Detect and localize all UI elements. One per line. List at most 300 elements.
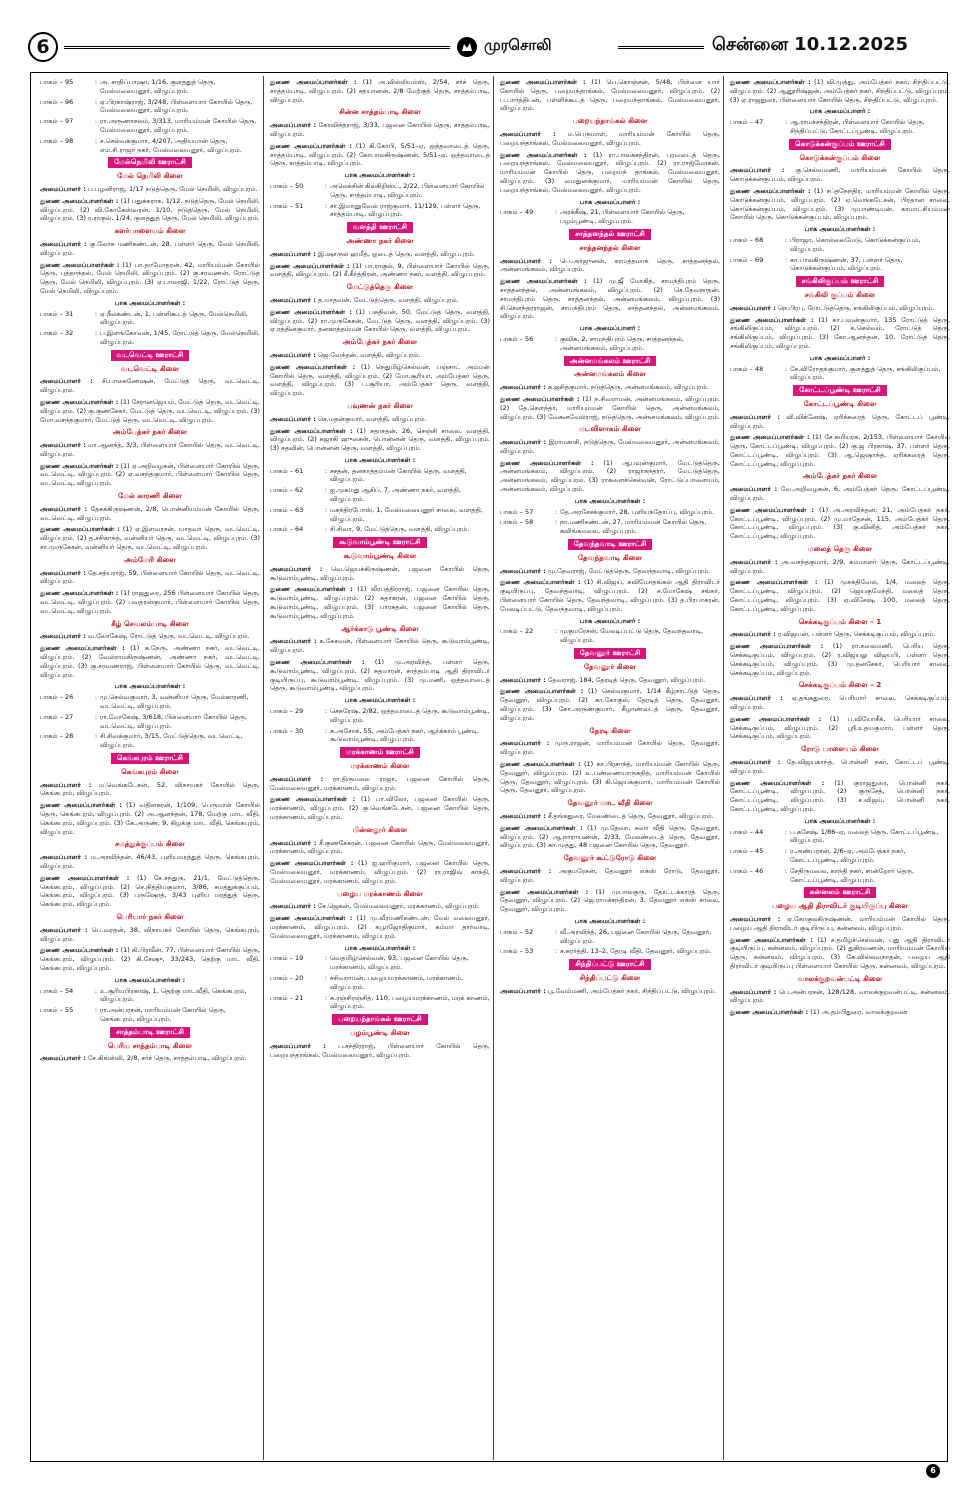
organiser-details: தே.சத்யராஜ், 59, பிள்ளையார் கோயில் தெரு, வடவெட்டி, விழுப்புரம். <box>40 568 260 586</box>
organiser-details: (1) மு.தேவா, சுவர் வீதி தெரு, தேவனூர், விழுப்புரம். (2) ஆ.நாராயணன், 2/33, மேலண்டைத் தெரு, தேவனூர், விழுப்புரம். (3) கா.முத்து, 48 பஜனை கோயில் தெரு, தேவனூர். <box>500 823 720 850</box>
booth-organiser: சசிவராமன், பழையமரக்காணம், மரக்காணம், விழுப்புரம். <box>330 973 463 991</box>
section-label: பாக அமைப்பாளர்கள் : <box>344 943 416 952</box>
heading-text: கூடுவாம்பூண்டி கிளை <box>343 551 417 561</box>
organiser-paragraph <box>500 257 720 275</box>
booth-entry <box>730 867 950 885</box>
organiser-paragraph <box>730 304 950 313</box>
role-label: துணை அமைப்பாளர்கள் : <box>730 778 825 787</box>
role-label: துணை அமைப்பாளர்கள் : <box>270 585 353 594</box>
booth-organiser: ரா.அன்பரசன், மாரியம்மன் கோயில் தெரு, கெங்கபுரம், விழுப்புரம். <box>100 1006 226 1023</box>
role-label: அமைப்பாளர் : <box>500 675 546 684</box>
section-label: பாக அமைப்பாளர்கள் : <box>344 171 416 180</box>
role-label: துணை அமைப்பாளர்கள் : <box>730 714 822 723</box>
colon-separator: : <box>324 954 328 963</box>
organiser-details: சி.பாலகணேஷன், மேட்டுத் தெரு, வடவெட்டி, விழுப்புரம். <box>40 377 260 395</box>
role-label: அமைப்பாளர் : <box>270 838 317 847</box>
role-label: துணை அமைப்பாளர்கள் : <box>730 1008 809 1017</box>
organiser-paragraph <box>40 926 260 944</box>
heading-text: தேவனூர் ஊராட்சி <box>574 648 647 659</box>
heading-text: சமத்துக்குப்பம் கிளை <box>115 839 185 849</box>
role-label: துணை அமைப்பாளர்கள் : <box>730 433 810 442</box>
branch-heading <box>40 226 260 237</box>
booth-number: பாகம் – 44 <box>730 827 764 836</box>
organiser-details: (1) சி.விஜய், சுவிமோதங்கல் ஆதி திராவிடர் குடியிருப்பு, தேவந்தவாடி, விழுப்புரம். (2) ச.மோகேஷ் சங்கர், பிள்ளையார் கோயில் தெரு, தேவந்தவாடி, விழுப்புரம். (3) த.பிரபாகரன், மேலடிப்பட்டு, தேவந்தவாடி, விழுப்புரம். <box>500 578 720 613</box>
booth-entry <box>730 365 950 383</box>
colon-separator: : <box>94 117 98 126</box>
organiser-paragraph <box>730 630 950 639</box>
organiser-details: நெ.பிரபு, ரோட்டுத்தெரு, சங்கிலிகுப்பம், விழுப்புரம். <box>777 303 935 312</box>
organiser-details: ஏ.கோகுலகிருஷ்ணன், மாரியம்மன் கோயில் தெரு, பழைய ஆதி திராவிடர் குடியிருப்பு, கன்னலம், விழுப்புரம். <box>730 914 950 932</box>
organiser-paragraph <box>270 1042 490 1060</box>
organiser-details: ம.பெருமாள், மாரியம்மன் கோயில் தெரு, பறையந்தாங்கல், மேல்மலையனூர், விழுப்புரம். <box>500 129 720 147</box>
organiser-details: (1) ரா.கலைமணி, பெரிய தெரு, செக்கடிகுப்பம், விழுப்புரம். (2) ர.விஜயலு விஜயபி, பள்ளர் தெரு, செக்கடிகுப்பம், விழுப்புரம். (3) மு.தனசேகர், பெரியார் சாலை, செக்கடிகுப்பம், விழுப்புரம். <box>730 642 950 677</box>
heading-text: பழைய மரக்காணம் கிளை <box>337 888 423 898</box>
booth-number: பாகம் – 55 <box>40 1006 74 1015</box>
organiser-paragraph <box>730 642 950 677</box>
booth-organiser: அ. சாதிப்பாஷா, 1/16, குளத்துத் தெரு, மேல்மலையனூர், விழுப்புரம். <box>100 78 216 95</box>
organiser-details: வெ.ஜெயக்கிருஷ்ணன், பஜனை கோயில் தெரு, கூடுவாம்பூண்டி, விழுப்புரம். <box>270 564 490 582</box>
panchayat-heading <box>500 648 720 659</box>
organiser-paragraph <box>40 462 260 488</box>
column-divider <box>723 76 724 1460</box>
branch-heading <box>500 853 720 864</box>
organiser-details: (1) வதிளகரன், 1/109, பெருமாள் கோயில் தெரு, கெங்கபுரம், விழுப்புரம். (2) அ.ஆனந்தன், 178, மேற்கு மாட வீதி, கெங்கபுரம், விழுப்புரம். (3) கே.அருண், 9, கிழக்கு மாட வீதி, கெங்கபுரம், விழுப்புரம். <box>40 801 260 836</box>
colon-separator: : <box>784 866 788 875</box>
section-label: பாக அமைப்பாளர்கள் : <box>574 496 646 505</box>
role-label: அமைப்பாளர் : <box>40 568 86 577</box>
organiser-paragraph <box>270 859 490 885</box>
organiser-details: வி.விக்னேஷ், ஏரிக்கரைத் தெரு, கோட்டப் பூண்டி, விழுப்புரம். <box>730 412 950 430</box>
heading-text: அன்னமங்கலம் ஊராட்சி <box>564 356 657 367</box>
organiser-paragraph <box>500 459 720 494</box>
organiser-details: ஜெ.வேந்தன், வளத்தி, விழுப்புரம். <box>317 350 421 359</box>
booth-organiser: ச.செல்வக்குமார், 4/207, அதியமான் தெரு, எம்.சி.ராஜா நகர், மேல்மலையனூர், விழுப்புரம். <box>100 136 242 154</box>
booth-entry <box>270 994 490 1012</box>
booth-number: பாகம் – 22 <box>500 627 534 636</box>
colon-separator: : <box>94 712 98 721</box>
panchayat-heading <box>500 229 720 240</box>
booth-organiser: சு.ரஞ்சிரஞ்சித், 110, பழையமரக்காணம், மரக் காணம், விழுப்புரம். <box>330 993 490 1011</box>
organiser-details: தே.விஜயகாந்த், பொன்னி நகர், கோட்டப் பூண்டி, விழுப்புரம். <box>730 758 950 775</box>
heading-text: அம்பேத்கர் நகர் கிளை <box>802 471 878 481</box>
colon-separator: : <box>324 726 328 735</box>
heading-text: கொடுக்கன்குப்பம் ஊராட்சி <box>789 139 891 150</box>
branch-heading <box>730 974 950 985</box>
organiser-paragraph <box>500 438 720 456</box>
organiser-details: (1) ஏ.இளவரசன், யாதவர் தெரு, வடவெட்டி, விழுப்புரம். (2) த.சசிகாந்த், வன்னியர் தெரு, வடவெட்டி, விழுப்புரம். (3) சா.முருகேசன், வன்னியர் தெரு, வடவெட்டி, விழுப்புரம். <box>40 525 260 552</box>
organiser-details: (1) முசக்திவேல், 1/4, மலைத் தெரு, கோட்டப்பூண்டி, விழுப்புரம். (2) ஜெயகுமேந்தி, மலைத் தெரு, கோட்டப்பூண்டி, விழுப்புரம். (3) ஏ.விசேஷ், 100, மலைத் தெரு, கோட்டப்பூண்டி, விழுப்புரம். <box>730 578 950 613</box>
section-label: பாக அமைப்பாளர் : <box>809 353 871 362</box>
role-label: அமைப்பாளர் : <box>40 239 87 248</box>
organiser-paragraph <box>730 988 950 1006</box>
organiser-details: (1) மு.அரவிந்த், பள்ளர் தெரு, கூடுவாம்பூண்டி, விழுப்புரம். (2) சுதமாரன், சாத்தம்பாடி ஆதி திராவிடர் குடியிருப்பு, கூடுவாம்பூண்டி, விழுப்புரம். (3) மு.மணி, ஒத்தவாடைத் தெரு, கூடுவாம்பூண்டி, விழுப்புரம். <box>270 658 490 693</box>
role-label: அமைப்பாளர் : <box>730 987 777 996</box>
organiser-paragraph <box>730 779 950 814</box>
role-label: அமைப்பாளர் : <box>270 1041 326 1050</box>
role-label: துணை அமைப்பாளர்கள் : <box>500 887 589 896</box>
colon-separator: : <box>324 973 328 982</box>
panchayat-heading <box>500 959 720 970</box>
role-label: துணை அமைப்பாளர்கள் : <box>500 760 581 768</box>
organiser-details: (1) வி.முத்து, அம்பேத்கர் நகர், சிந்திப்பட்டு, விழுப்புரம். (2) ஆனூரிஷ்ஜன், அம்பேத்கர் நகர், சிந்திப்பட்டு, விழுப்புரம். (3) ஏ.ராஜதுரை, பிள்ளையார் கோயில் தெரு, சிந்திப்பட்டு, விழுப்புரம். <box>730 78 950 104</box>
organiser-paragraph <box>40 240 260 258</box>
newspaper-name: முரசொலி <box>484 36 552 54</box>
heading-text: தேவனூர் கூட்டுரோடு கிளை <box>563 853 657 863</box>
branch-heading <box>270 1028 490 1039</box>
panchayat-heading <box>730 139 950 150</box>
organiser-details: மா.ஆனந்த், 3/3, பிள்ளையார் கோயில் தெரு, வடவெட்டி, விழுப்புரம். <box>40 441 260 458</box>
booth-organiser: சி.சிவா, 9, மேட்டுத்தெரு, வளத்தி, விழுப்புரம். <box>330 525 470 534</box>
branch-heading <box>270 889 490 900</box>
organiser-paragraph <box>40 441 260 459</box>
heading-text: பெரிய சாத்தம்பாடி கிளை <box>107 1040 193 1050</box>
booth-number: பாகம் – 62 <box>270 486 304 495</box>
branch-heading <box>500 243 720 254</box>
organiser-details: வ.லோகேஷ், ரோட்டுத் தெரு, வடவெட்டி, விழுப்புரம். <box>87 632 250 641</box>
organiser-details: (1) ஐ.ஹரிகுமார், பஜனை கோயில் தெரு, மேல்மலையனூர், மரக்காணம், விழுப்புரம். (2) ரா.ராஜிவ் காந்தி, மேல்மலையனூர், மரக்காணம், விழுப்புரம். <box>270 859 490 885</box>
branch-heading <box>500 553 720 564</box>
role-label: துணை அமைப்பாளர்கள் : <box>500 78 586 86</box>
heading-text: கெங்கபுரம் ஊராட்சி <box>111 753 189 764</box>
organiser-details: (1) முபாலகுரு, தோட்டக்காரத் தெரு, தேவனூர், விழுப்புரம். (2) ஜெ.ராமச்சந்திரன், 3, தேவனூர் எக்ஸ் சாலை, தேவனூர், விழுப்புரம். <box>500 887 720 914</box>
booth-number: பாகம் – 49 <box>500 208 534 217</box>
role-label: அமைப்பாளர் : <box>270 564 323 573</box>
organiser-details: இ.ஷாருல் ஹமீத், ஓடைத் தெரு, வளத்தி, விழுப்புரம். <box>317 249 475 258</box>
masthead-rule-right <box>618 46 704 49</box>
organiser-details: பெ.அர்ஜுனன், காமத்தமாக தெரு, சாத்தனந்தல், அன்னமங்கலம், விழுப்புரம். <box>500 256 720 274</box>
booth-entry <box>500 335 720 353</box>
booth-number: பாகம் – 48 <box>730 364 764 373</box>
heading-text: வடவெட்டி ஊராட்சி <box>111 350 190 361</box>
section-label: பாக அமைப்பாளர்கள் : <box>804 816 876 825</box>
booth-number: பாகம் – 69 <box>730 255 764 264</box>
booth-entry <box>270 954 490 972</box>
heading-text: தேவனூர் மாட வீதி கிளை <box>567 798 653 808</box>
role-label: அமைப்பாளர் : <box>270 414 316 423</box>
role-label: அமைப்பாளர் : <box>500 566 546 575</box>
booth-number: பாகம் – 97 <box>40 117 74 126</box>
booth-number: பாகம் – 46 <box>730 866 764 875</box>
heading-text: களர்பாளையம் கிளை <box>114 226 186 236</box>
organiser-details: (1) குராஜதுரை, பொன்னி நகர், கோட்டப்பூண்டி, விழுப்புரம். (2) குருசேத், பொன்னி நகர், கோட்டப்பூண்டி, விழுப்புரம். (3) ச.விஜய், பொன்னி நகர், கோட்டப்பூண்டி, விழுப்புரம். <box>730 778 950 813</box>
organiser-details: ப.பழனிராஜ், 1/17 நடுத்தெரு, மேல் நெமிலி, விழுப்புரம். <box>87 184 258 193</box>
role-label: அமைப்பாளர் : <box>500 811 546 820</box>
booth-entry <box>500 947 720 956</box>
organiser-details: அ.வசந்தகுமார், 2/9, கம்மாளர் தெரு, கோட்டப்பூண்டி, விழுப்புரம். <box>730 557 950 575</box>
organiser-paragraph <box>40 197 260 223</box>
organiser-paragraph <box>270 585 490 620</box>
organiser-details: (1) நெதுமிழ்செல்வன், பஞ்சாட் அம்மன் கோயில் தெரு, வளத்தி, விழுப்புரம். (2) மோ.சூரியா, அம்பேத்கர் தெரு, வளத்தி, விழுப்புரம். (3) ப.சூரியா, அம்பேத்கர் தெரு, வளத்தி, விழுப்புரம். <box>270 362 490 398</box>
organiser-paragraph <box>730 915 950 933</box>
booth-organiser: ச.சுரர்த்தி, 13–2, தேரடி வீதி, தேவனூர், விழுப்புரம். <box>560 947 712 956</box>
booth-organiser: வெதமிழ்செல்வன், 93, பஜனை கோயில் தெரு, மரக்காணம், விழுப்புரம். <box>330 954 469 972</box>
branch-heading <box>40 839 260 850</box>
heading-text: ரோடு பாளையம் கிளை <box>801 744 879 754</box>
organiser-paragraph <box>270 902 490 911</box>
role-label: அமைப்பாளர் : <box>730 914 781 923</box>
role-label: அமைப்பாளர் : <box>500 866 552 875</box>
role-label: துணை அமைப்பாளர்கள் : <box>730 642 824 651</box>
heading-text: ஆர்க்காடு பூண்டி கிளை <box>341 623 419 633</box>
organiser-paragraph <box>730 1008 950 1017</box>
organiser-details: பூ.வேம்மணி, அம்பேத்கர் நகர், சிந்திப்பட்டு, விழுப்புரம். <box>547 986 717 995</box>
branch-heading <box>730 744 950 755</box>
branch-heading <box>40 767 260 778</box>
booth-organiser: முகுமரேசன், மேலடிப்பட்டு தெரு, தேவந்தவாடி, விழுப்புரம். <box>560 627 704 645</box>
role-label: துணை அமைப்பாளர்கள் : <box>730 78 811 86</box>
newspaper-logo-icon <box>456 36 478 58</box>
booth-number: பாகம் – 96 <box>40 97 74 106</box>
booth-entry <box>40 693 260 711</box>
role-label: அமைப்பாளர் : <box>40 853 88 862</box>
masthead-rule-left <box>64 46 450 49</box>
role-label: துணை அமைப்பாளர்கள் : <box>40 397 119 406</box>
organiser-paragraph <box>730 187 950 222</box>
organiser-paragraph <box>730 485 950 503</box>
organiser-details: மு.தேவராஜ், மேட்டுத்தெரு, தேவந்தவாடி, விழுப்புரம். <box>547 566 711 575</box>
role-label: துணை அமைப்பாளர்கள் : <box>730 505 814 514</box>
booth-entry <box>270 182 490 200</box>
branch-heading <box>730 901 950 912</box>
organiser-details: (1) பெ.கொஞ்சன், 5/48, பிள்ளை யார் கோயில் தெரு, பறையந்தாங்கல், மேல்மலையனூர், விழுப்புரம். (2) ப.பார்த்திபன், பள்ளிக்கூடத் தெரு, பறையந்தாங்கல், மேல்மலையனூர், விழுப்புரம். <box>500 78 720 113</box>
organiser-details: ம.வெங்கடேசன், 52, விநாயகர் கோயில் தெரு, கெங்கபுரம், விழுப்புரம். <box>40 780 260 798</box>
booth-number: பாகம் – 58 <box>500 518 534 527</box>
booth-entry <box>40 1006 260 1024</box>
heading-text: பெரியார் நகர் கிளை <box>116 911 184 921</box>
panchayat-heading <box>270 222 490 233</box>
heading-text: மேல் நெமிலி கிளை <box>117 171 183 181</box>
booth-organiser: ஏ.பிரகாஷ்ராஜ், 3/248, பிள்ளையார் கோயில் தெரு, மேல்மலையனூர், விழுப்புரம். <box>100 97 253 115</box>
organiser-details: (1) அ.அரவிந்தன், 21, அம்பேத்கர் நகர், கோட்டப்பூண்டி, விழுப்புரம். (2) மு.மாதேசன், 115, அம்பேத்கர் தெரு, கோட்டப்பூண்டி, விழுப்புரம். (3) கு.வினித், அம்பேத்கர் நகர், கோட்டப்பூண்டி, விழுப்புரம். <box>730 505 950 541</box>
organiser-paragraph <box>40 261 260 296</box>
branch-heading <box>270 107 490 118</box>
heading-text: தேவனூர் கிளை <box>583 661 636 671</box>
booth-number: பாகம் – 64 <box>270 525 304 534</box>
role-label: துணை அமைப்பாளர்கள் : <box>270 658 365 667</box>
booth-organiser: ஏ.நீலகண்டன், 1, பள்ளிகூடத் தெரு, மேல்நெமிலி, விழுப்புரம். <box>100 309 248 327</box>
organiser-details: ர.விஜயன், பள்ளர் தெரு, செக்கடிகுப்பம், விழுப்புரம். <box>777 630 936 639</box>
branch-heading <box>730 617 950 628</box>
heading-text: கீழ் செவலம்பாடி கிளை <box>111 618 189 628</box>
organiser-details: (1) மு.ஜீ மோகித், சாமந்திபுரம் தெரு, சாத்தனந்தல், அன்னமங்கலம், விழுப்புரம். (2) செ.தேவநாதன், சாமந்திபுரம் தெரு, சாத்தனந்தல், அன்னமங்கலம், விழுப்புரம். (3) சி.செளந்தரராஜன், சாமந்திபுரம் தெரு, சாத்தனந்தல், அன்னமங்கலம், விழுப்புரம். <box>500 277 720 321</box>
organiser-paragraph <box>500 277 720 321</box>
organiser-paragraph <box>730 166 950 184</box>
role-label: அமைப்பாளர் : <box>500 256 552 265</box>
role-label: அமைப்பாளர் : <box>730 557 778 566</box>
organiser-paragraph <box>270 363 490 398</box>
role-label: அமைப்பாளர் : <box>500 383 546 392</box>
branch-heading <box>270 624 490 635</box>
organiser-paragraph <box>500 987 720 996</box>
colon-separator: : <box>324 486 328 495</box>
branch-heading <box>730 471 950 482</box>
heading-text: பவுணன் நகர் கிளை <box>347 400 413 410</box>
heading-text: சாத்தனந்தல் கிளை <box>579 242 641 252</box>
section-label: பாக அமைப்பாளர்கள் : <box>344 455 416 464</box>
organiser-details: கோவிந்தராஜ், 3/33, பஜனை கோயில் தெரு, சாத்தம்பாடி, விழுப்புரம். <box>270 121 490 138</box>
booth-number: பாகம் – 63 <box>270 505 304 514</box>
heading-text: மடவிளாகம் கிளை <box>579 424 641 434</box>
organiser-details: (1) செல்வகுமார், 1/14 கீழ்நாட்டுத் தெரு, தேவனூர், விழுப்புரம். (2) கா.கோகுல், தேரடித் தெரு, தேவனூர், விழுப்புரம். (3) கோ.அருண்குமார், கீழாண்டைத் தெரு, தேவனூர், விழுப்புரம். <box>500 687 720 722</box>
organiser-paragraph <box>270 914 490 940</box>
section-label: பாக அமைப்பாளர்கள் : <box>114 298 186 307</box>
role-label: துணை அமைப்பாளர்கள் : <box>270 78 357 86</box>
booth-number: பாகம் – 47 <box>730 118 764 127</box>
organiser-details: (1) ரா.பாலசுசந்திரன், புரவடைத் தெரு, பறையந்தாங்கல், மேல்மலையனூர், விழுப்புரம். (2) ரா.ராஜ்மோகன், மாரியம்மன் கோயில் தெரு, பறையந் தாங்கல், மேல்மலையனூர், விழுப்புரம். (3) மைதுனக்குமார், மாரியம்மன் கோயில் தெரு, பறையந்தாங்கல், மேல்மலையனூர், விழுப்புரம். <box>500 150 720 194</box>
organiser-details: (1) பா.தாமோதரன், 42, மாரியம்மன் கோயில் தெரு, புத்தாந்தல், மேல் நெமிலி, விழுப்புரம். (2) கு.சரவணன், ரோட்டுத் தெரு, மேல் நெமிலி, விழுப்புரம். (3) ஏ.பாலாஜி, 1/22, ரோட்டுத் தெரு, மேல் நெமிலி, விழுப்புரம். <box>40 260 260 295</box>
role-label: அமைப்பாளர் : <box>500 739 550 748</box>
role-label: துணை அமைப்பாளர்கள் : <box>500 277 587 286</box>
heading-text: கோட்டப்பூண்டி ஊராட்சி <box>793 385 887 396</box>
panchayat-heading <box>40 350 260 361</box>
colon-separator: : <box>324 525 328 534</box>
role-label: அமைப்பாளர் : <box>730 303 776 312</box>
organiser-paragraph <box>500 567 720 576</box>
role-label: அமைப்பாளர் : <box>730 412 780 421</box>
organiser-paragraph <box>500 130 720 148</box>
organiser-details: (1) சப்தநேந்திர, மாரியம்மன் கோயில் தெரு, கொடுக்கன்குப்பம், விழுப்புரம். (2) ஏ.வெங்கடேசன், பிரதான சாலை, கொடுக்கன்குப்பம், விழுப்புரம். (3) முபாண்டியன், காமாட்சியம்மன் கோயில் தெரு, கொடுக்கன்குப்பம், விழுப்புரம். <box>730 186 950 222</box>
organiser-details: ரா.திருமலை ராஜா, பஜனை கோயில் தெரு, மேல்மலையனூர், மரக்காணம், விழுப்புரம். <box>270 774 490 792</box>
branch-heading <box>730 399 950 410</box>
panchayat-heading <box>730 385 950 396</box>
organiser-paragraph <box>40 185 260 194</box>
booth-entry <box>40 117 260 135</box>
organiser-details: ப.சந்திரராஜ், பிள்ளையார் கோயில் தெரு, பறையந்தாங்கல், மேல்மலையனூர், விழுப்புரம். <box>270 1041 490 1059</box>
organiser-paragraph <box>270 658 490 693</box>
booth-entry <box>270 727 490 745</box>
organiser-paragraph <box>270 250 490 259</box>
branch-heading <box>270 236 490 247</box>
heading-text: தேரடி கிளை <box>589 725 631 735</box>
organiser-paragraph <box>40 569 260 587</box>
booth-entry <box>40 78 260 96</box>
role-label: துணை அமைப்பாளர்கள் : <box>730 935 813 944</box>
role-label: துணை அமைப்பாளர்கள் : <box>40 260 120 269</box>
organiser-details: (1) சே.சுமியரசு, 2/153, பிள்ளையார் கோயில் தெரு, கோட்டப்பூண்டி, விழுப்புரம். (2) கு.ஜ பிரகாஷ், 37, பள்ளர் தெரு, கோட்டப்பூண்டி, விழுப்புரம். (3) ஆ.ஜெஷாந்த், ஏரிக்கரைத் தெரு, கோட்டப்பூண்டி, விழுப்புரம். <box>730 433 950 468</box>
role-label: துணை அமைப்பாளர்கள் : <box>270 426 353 435</box>
organiser-paragraph <box>40 589 260 615</box>
role-label: அமைப்பாளர் : <box>270 249 316 258</box>
organiser-paragraph <box>270 565 490 583</box>
organiser-paragraph <box>270 296 490 305</box>
column-1 <box>40 78 260 1458</box>
organiser-paragraph <box>730 694 950 712</box>
organiser-details: செ.மதன்குமார், வளத்தி, விழுப்புரம். <box>317 414 427 423</box>
heading-text: மேல் காரணி கிளை <box>118 491 182 501</box>
booth-organiser: குவிக, 2, சாமந்திபுரம் தெரு, சாத்தனந்தல், அன்னமங்கலம், விழுப்புரம். <box>560 334 684 352</box>
booth-organiser: சி.சிவக்குமார், 3/15, மேட்டுத்தெரு, வடவெட்டி, விழுப்புரம். <box>100 732 243 750</box>
branch-heading <box>270 551 490 562</box>
organiser-details: (1) க.நேரு, அண்ணா நகர், வடவெட்டி, விழுப்புரம். (2) வேல்ராமகிருஷ்ணன், அண்ணா நகர், வடவெட்டி, விழுப்புரம். (3) கு.சரவணராஜ், பிள்ளையார் கோயில் தெரு, வடவெட்டி, விழுப்புரம். <box>40 644 260 679</box>
colon-separator: : <box>324 707 328 716</box>
organiser-paragraph <box>40 874 260 909</box>
organiser-paragraph <box>500 395 720 421</box>
organiser-details: (1) பசுதிவன், 50, மேட்டுத் தெரு, வளத்தி, விழுப்புரம். (2) ரா.முருகேசன், மேட்டுத் தெரு, வளத்தி, விழுப்புரம். (3) ஏ.ரத்தினகுமார், தனகாத்தம்மன் கோயில் தெரு, வளத்தி, விழுப்புரம். <box>270 307 490 334</box>
branch-heading <box>730 290 950 301</box>
booth-number: பாகம் – 19 <box>270 954 304 963</box>
organiser-paragraph <box>40 781 260 799</box>
booth-entry <box>730 828 950 846</box>
heading-text: செக்கடிகுப்பம் கிளை – 1 <box>798 616 882 626</box>
booth-entry <box>40 713 260 731</box>
heading-text: அன்னமங்கலம் கிளை <box>573 369 647 379</box>
booth-organiser: உ.சூரியபிரகாஷ், 1, தெற்கு மாடவீதி, கெங்கபுரம், விழுப்புரம். <box>100 986 247 1004</box>
booth-number: பாகம் – 26 <box>40 693 74 702</box>
branch-heading <box>40 1041 260 1052</box>
branch-heading <box>730 680 950 691</box>
colon-separator: : <box>94 78 98 86</box>
organiser-paragraph <box>730 758 950 776</box>
section-label: பாக அமைப்பாளர் : <box>579 197 641 206</box>
organiser-paragraph <box>500 383 720 392</box>
booth-organiser: கா.பாலகிருஷ்ணன், 37, பள்ளர் தெரு, கொடுக்கன்குப்பம், விழுப்புரம். <box>790 255 903 273</box>
booth-number: பாகம் – 54 <box>40 986 74 995</box>
organiser-details: சே.கிங்ஸ்லி, 2/8, சர்ச் தெரு, சாத்தம்பாடி, விழுப்புரம். <box>87 1054 247 1063</box>
organiser-details: (1) ந.சிவராமன், அன்னமங்கலம், விழுப்புரம். (2) தே.சௌந்தர், மாரியம்மன் கோயில் தெரு, அன்னமங்கலம், விழுப்புரம். (3) வேகனவேல்ராஜ், நடுத்தெரு, அன்னமங்கலம், விழுப்புரம். <box>500 394 720 421</box>
organiser-paragraph <box>500 867 720 885</box>
booth-organiser: ரா.மோகேஷ், 3/618, பிள்ளையார் கோயில் தெரு, வடவெட்டி, விழுப்புரம். <box>100 712 248 730</box>
colon-separator: : <box>94 1006 98 1015</box>
organiser-details: முரு.ராஜன், மாரியம்மன் கோயில் தெரு, தேவனூர், விழுப்புரம். <box>500 739 720 757</box>
organiser-details: (1) பா.ராகுல், 9, பிள்ளையார் கோயில் தெரு, வளத்தி, விழுப்புரம். (2) சீ.கீர்த்திரன், அண்ணா நகர், வளத்தி, விழுப்புரம். <box>270 261 490 279</box>
organiser-details: கு.லோக மணிகண்டன், 28, பள்ளர் தெரு, மேல் நெமிலி, விழுப்புரம். <box>40 239 260 257</box>
panchayat-heading <box>500 356 720 367</box>
booth-organiser: ஆ.ராமச்சந்திரன், பிள்ளையார் கோயில் தெரு, சிந்திப்பட்டு, கோட்டப்பூண்டி, விழுப்புரம். <box>790 118 925 135</box>
organiser-details: (1) கா.பிரசாந்த், மாரியம்மன் கோயில் தெரு, தேவனூர், விழுப்புரம். (2) உ.பண்ணையாருசுதித், மாரியம்மன் கோயில் தெரு, தேவனூர், விழுப்புரம். (3) கி.ஜெயக்குமார், மாரியம்மன் கோயில் தெரு, தேவனூர், விழுப்புரம். <box>500 760 720 795</box>
role-label: அமைப்பாளர் : <box>40 925 88 934</box>
organiser-details: (1) வீரபத்திரராஜ், பஜனை கோயில் தெரு, கூடுவாம்பூண்டி, விழுப்புரம். (2) சுதாகரன், பஜனை கோயில் தெரு, கூடுவாம்பூண்டி, விழுப்புரம். (3) பாரசுதன், பஜனை கோயில் தெரு, கூடுவாம்பூண்டி, விழுப்புரம். <box>270 585 490 620</box>
organiser-details: (1) கா.பவுன்குமார், 135 ரோட்டுத் தெரு, சங்கிலிகுப்பம், விழுப்புரம். (2) க.செல்வம், ரோட்டுத் தெரு, சங்கிலிகுப்பம், விழுப்புரம். (3) கோ.ஆனந்தன், 10, ரோட்டுத் தெரு, சங்கிலிகுப்பம், விழுப்புரம். <box>730 315 950 350</box>
colon-separator: : <box>94 309 98 318</box>
booth-organiser: அரக்கீஷ், 21, பிள்ளையார் கோயில் தெரு, பழம்பூண்டி, விழுப்புரம். <box>560 208 685 226</box>
booth-entry <box>40 98 260 116</box>
role-label: துணை அமைப்பாளர்கள் : <box>40 589 119 598</box>
colon-separator: : <box>94 693 98 702</box>
section-label: பாக அமைப்பாளர்கள் : <box>574 916 646 925</box>
organiser-paragraph <box>730 433 950 468</box>
column-2 <box>270 78 490 1458</box>
organiser-paragraph <box>270 415 490 424</box>
branch-heading <box>270 761 490 772</box>
booth-organiser: மகந்திரபோஸ், 1, மேல்மலையனூர் சாலை, வளத்தி, விழுப்புரம். <box>330 505 483 523</box>
branch-heading <box>40 619 260 630</box>
organiser-paragraph <box>270 637 490 655</box>
booth-number: பாகம் – 28 <box>40 732 74 741</box>
organiser-paragraph <box>40 946 260 972</box>
booth-entry <box>270 525 490 534</box>
branch-heading <box>730 153 950 164</box>
branch-heading <box>500 798 720 809</box>
panchayat-heading <box>40 157 260 168</box>
role-label: துணை அமைப்பாளர்கள் : <box>40 525 120 534</box>
booth-organiser: சேதிருமலை, காந்தி நகர், சான்றோர் தெரு, கோட்டப்பூண்டி, விழுப்புரம். <box>790 866 915 884</box>
heading-text: தேவந்தவாடி ஊராட்சி <box>568 539 653 550</box>
organiser-paragraph <box>270 775 490 793</box>
organiser-paragraph <box>270 839 490 857</box>
heading-text: பழம்பூண்டி கிளை <box>350 1027 410 1037</box>
heading-text: மலைத் தெரு கிளை <box>807 544 873 554</box>
section-label: பாக அமைப்பாளர்கள் : <box>344 696 416 705</box>
booth-number: பாகம் – 95 <box>40 78 74 86</box>
booth-entry <box>500 208 720 226</box>
branch-heading <box>40 364 260 375</box>
booth-entry <box>730 118 950 136</box>
role-label: அமைப்பாளர் : <box>730 166 785 175</box>
role-label: அமைப்பாளர் : <box>40 1054 86 1063</box>
role-label: அமைப்பாளர் : <box>40 184 86 193</box>
colon-separator: : <box>554 927 558 936</box>
organiser-details: தேசக்கிருஷ்ணன், 2/8, பொன்னியம்மன் கோயில் தெரு, வடவெட்டி, விழுப்புரம். <box>40 504 260 522</box>
